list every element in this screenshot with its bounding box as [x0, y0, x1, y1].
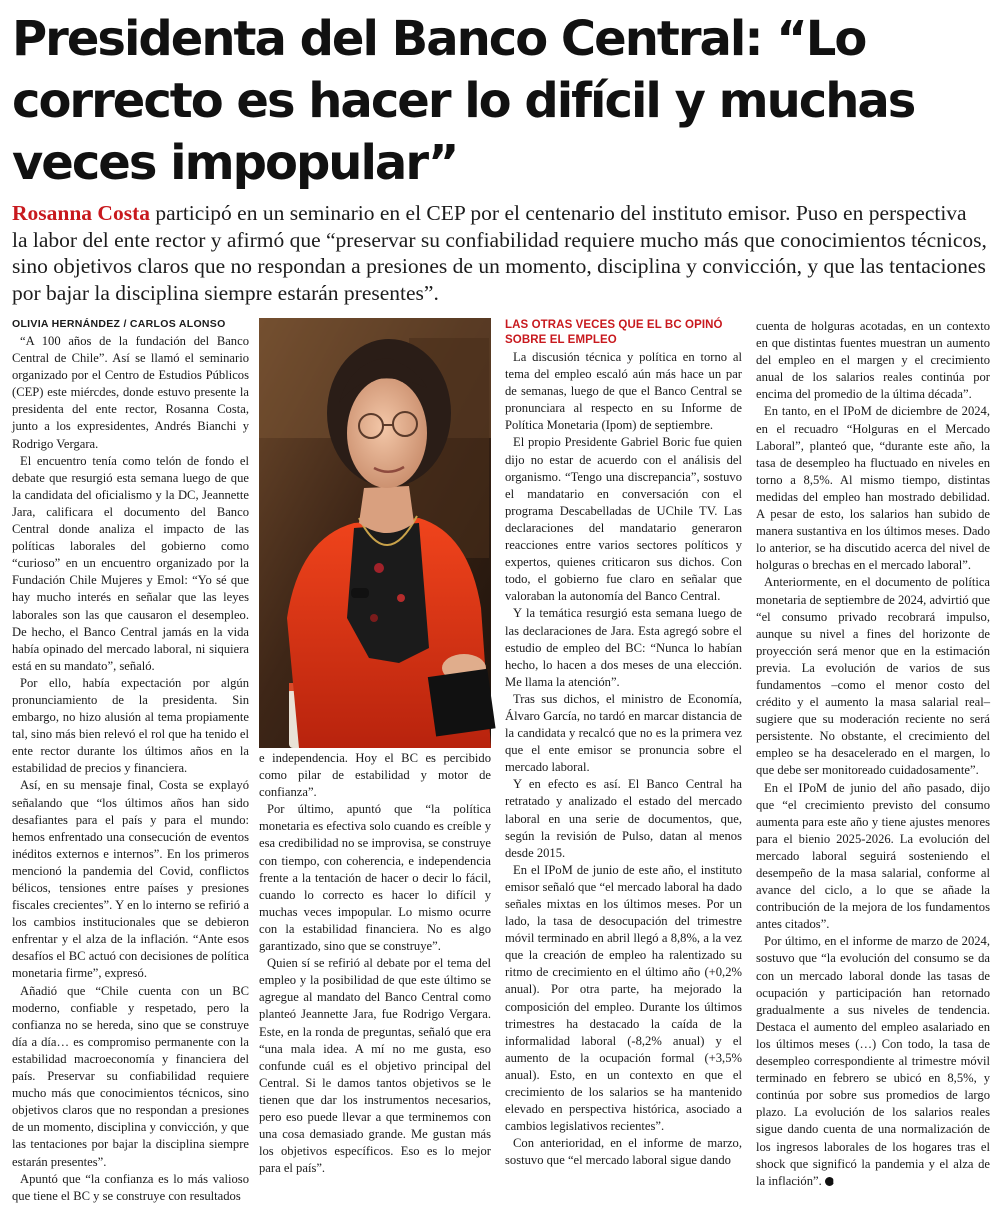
col4-paragraph: En el IPoM de junio del año pasado, dijo que “el crecimiento previsto del consumo aumenta para este año y tiene ajustes menores para el bienio 2025-2026. La evolución del mercado laboral seguirá sosteniendo el desempeño de la masa salarial, conforme al avance del ciclo, a lo que se añade la contribución de la mejora de los fundamentos antes citados”. [756, 780, 990, 932]
col1-paragraph: Así, en su mensaje final, Costa se explayó señalando que “los últimos años han sido desafiantes para el país y para el mundo: hemos enfrentado una consecución de eventos inéditos externos e internos”. En los primeros mencionó la pandemia del Covid, conflictos bélicos, tensiones entre países y presiones fiscales crecientes”. Y en lo interno se refirió a los cambios institucionales que se debieron enfrentar y el alza de la inflación. “Ante esos desafíos el BC actuó con decisiones de política monetaria firme”, expresó. [12, 778, 249, 981]
column-3 [505, 318, 742, 1166]
column-2 [259, 750, 491, 1176]
col4-paragraph: En tanto, en el IPoM de diciembre de 2024, en el recuadro “Holguras en el Mercado Laboral”, planteó que, “durante este año, la tasa de desempleo ha fluctuado en niveles en torno a 8,5%. Al mismo tiempo, distintas medidas del empleo han mostrado debilidad. A pesar de esto, los salarios han subido de manera sustantiva en los últimos meses. Dado lo anterior, se ha discutido acerca del nivel de holguras o brechas en el mercado laboral”. [756, 404, 990, 573]
col1-paragraph: El encuentro tenía como telón de fondo el debate que resurgió esta semana luego de que la candidata del oficialismo y la DC, Jeannette Jara, calificara el documento del Banco Central donde analiza el impacto de las políticas laborales del gobierno como “curioso” en un encuentro organizado por la Fundación Chile Mujeres y Emol: “Yo sé que hay mucho interés en señalar que las leyes laborales son las que causaron el desempleo. De hecho, el Banco Central jamás en la vida había opinado del mercado laboral, ni siquiera está en su mandato”, señaló. [12, 453, 249, 673]
col4-paragraph: cuenta de holguras acotadas, en un contexto en que distintas fuentes muestran un aumento del empleo en el margen y el crecimiento anual de los salarios reales continúa por encima del promedio de la última década”. [756, 319, 990, 402]
lead-name: Rosanna Costa [12, 201, 150, 225]
portrait-illustration [259, 318, 491, 748]
col3-paragraph: Y en efecto es así. El Banco Central ha retratado y analizado el estado del mercado laboral en una serie de documentos, que, según la revisión de Pulso, datan al menos desde 2015. [505, 777, 742, 860]
byline: OLIVIA HERNÁNDEZ / CARLOS ALONSO [12, 318, 226, 330]
col3-paragraph: El propio Presidente Gabriel Boric fue quien dijo no estar de acuerdo con el análisis del organismo. “Tengo una discrepancia”, sostuvo el mandatario en conversación con el programa Descabelladas de UChile TV. Las declaraciones del mandatario generaron reacciones entre varios sectores políticos y expertos, quienes criticaron sus dichos. Con todo, el gobierno fue claro en señalar que valoraban la autonomía del Banco Central. [505, 435, 742, 604]
column-4 [756, 318, 990, 1188]
col3-paragraph: Con anterioridad, en el informe de marzo, sostuvo que “el mercado laboral sigue dando [505, 1136, 742, 1168]
col3-paragraph: En el IPoM de junio de este año, el instituto emisor señaló que “el mercado laboral ha dado señales mixtas en los últimos meses. Por un lado, la tasa de desocupación del trimestre móvil terminado en abril llegó a 8,8%, a la vez que la creación de empleo ha ralentizado su ritmo de crecimiento en el último año (+0,2% anual). Por otra parte, ha mejorado la composición del empleo. Durante los últimos trimestres ha destacado la caída de la informalidad laboral (-8,2% anual) y el aumento de la ocupación formal (+3,5% anual). Esto, en un contexto en que el crecimiento de los salarios se ha mantenido elevado en perspectiva histórica, asociado a cambios legislativos recientes”. [505, 862, 742, 1134]
col4-last-text: Por último, en el informe de marzo de 2024, sostuvo que “la evolución del consumo se da con un mercado laboral donde las tasas de ocupación y participación han retornado gradualmente a sus niveles de tendencia. Destaca el aumento del empleo asalariado en los últimos meses (…) Con todo, la tasa de desempleo correspondiente al trimestre móvil terminado en febrero se ubicó en 8,5%, y continúa por sobre sus promedios de largo plazo. La evolución de los salarios reales sigue dando cuenta de una normalización de los ingresos laborales de los hogares tras el shock que significó la pandemia y el alza de la inflación”. [756, 934, 990, 1188]
lead-paragraph [12, 200, 987, 306]
col1-paragraph: Apuntó que “la confianza es lo más valioso que tiene el BC y se construye con resultados [12, 1171, 249, 1203]
col4-paragraph: Anteriormente, en el documento de política monetaria de septiembre de 2024, advirtió que “el consumo privado recobrará impulso, aunque su nivel a fines del horizonte de proyección será menor que en la estimación previa. La evolución de varios de sus fundamentos –como el menor costo del crédito y el aumento la masa salarial real– sugiere que su moderación reciente no será persistente. No obstante, el crecimiento del empleo se ha desacelerado en el margen, lo que debe ser monitoreado cuidadosamente”. [756, 575, 990, 778]
col3-paragraph: Tras sus dichos, el ministro de Economía, Álvaro García, no tardó en marcar distancia de la candidata y recalcó que no es la primera vez que el ente emisor se pronuncia sobre el mercado laboral. [505, 691, 742, 775]
end-mark-icon: P [825, 1177, 834, 1186]
subhead-otras-veces: LAS OTRAS VECES QUE EL BC OPINÓ SOBRE EL EMPLEO [505, 319, 723, 346]
photo-rosanna-costa [259, 318, 491, 748]
col2-paragraph: Por último, apuntó que “la política monetaria es efectiva solo cuando es creíble y esa credibilidad no se improvisa, se construye con tiempo, con coherencia, e independencia frente a la tentación de hacer o decir lo fácil, cuando lo correcto es hacer lo difícil y muchas veces impopular. Lo mismo ocurre con la estabilidad financiera. No es algo garantizado, sino que se construye”. [259, 802, 491, 954]
lead-text: participó en un seminario en el CEP por el centenario del instituto emisor. Puso en perspectiva la labor del ente rector y afirmó que “preservar su confiabilidad requiere mucho más que conocimientos técnicos, sino objetivos claros que no respondan a presiones de un momento, disciplina y convicción, y que las tentaciones por bajar la disciplina siempre estarán presentes”. [12, 201, 987, 305]
col3-paragraph: Y la temática resurgió esta semana luego de las declaraciones de Jara. Esta agregó sobre el estudio de empleo del BC: “Nunca lo habían hecho, lo hacen a dos meses de una elección. Me llama la atención”. [505, 606, 742, 689]
col1-paragraph: Por ello, había expectación por algún pronunciamiento de la presidenta. Sin embargo, no hizo alusión al tema propiamente tal, sino más bien relevó el rol que ha tenido el ente rector durante los últimos años en la estabilidad de precios y financiera. [12, 675, 249, 776]
headline: Presidenta del Banco Central: “Lo correcto es hacer lo difícil y muchas veces impopular” [12, 11, 915, 191]
col2-paragraph: Quien sí se refirió al debate por el tema del empleo y la posibilidad de que este último se agregue al mandato del Banco Central como planteó Jeannette Jara, fue Rodrigo Vergara. Este, en la ronda de preguntas, señaló que era “una mala idea. A mí no me gusta, eso confunde cuál es el objetivo principal del Central. Si le damos tantos objetivos se le tienen que dar los instrumentos necesarios, pero eso puede llevar a que terminemos con una cosa demasiado grande. Me gustan más los objetivos específicos. Eso es lo mejor para el país”. [259, 956, 491, 1176]
column-1 [12, 316, 249, 1203]
col4-paragraph [756, 933, 990, 1189]
col2-paragraph: e independencia. Hoy el BC es percibido como pilar de estabilidad y motor de confianza”. [259, 751, 491, 800]
col1-paragraph: Añadió que “Chile cuenta con un BC moderno, confiable y respetado, pero la confianza no se hereda, sino que se construye día a día… es compromiso permanente con la estabilidad macroeconomía y financiera del país. Preservar su confiabilidad requiere mucho más que conocimientos técnicos, sino objetivos claros que no respondan a presiones de un momento, disciplina y convicción, y que las tentaciones por bajar la disciplina siempre estarán presentes”. [12, 983, 249, 1169]
col1-paragraph: “A 100 años de la fundación del Banco Central de Chile”. Así se llamó el seminario organizado por el Centro de Estudios Públicos (CEP) este miércdes, donde estuvo presente la presidenta del ente rector, Rosanna Costa, junto a los expresidentes, Andrés Bianchi y Rodrigo Vergara. [12, 334, 249, 451]
col3-paragraph: La discusión técnica y política en torno al tema del empleo escaló aún más hace un par de semanas, luego de que el Banco Central se pronunciara al respecto en su Informe de Política Monetaria (Ipom) de septiembre. [505, 350, 742, 433]
